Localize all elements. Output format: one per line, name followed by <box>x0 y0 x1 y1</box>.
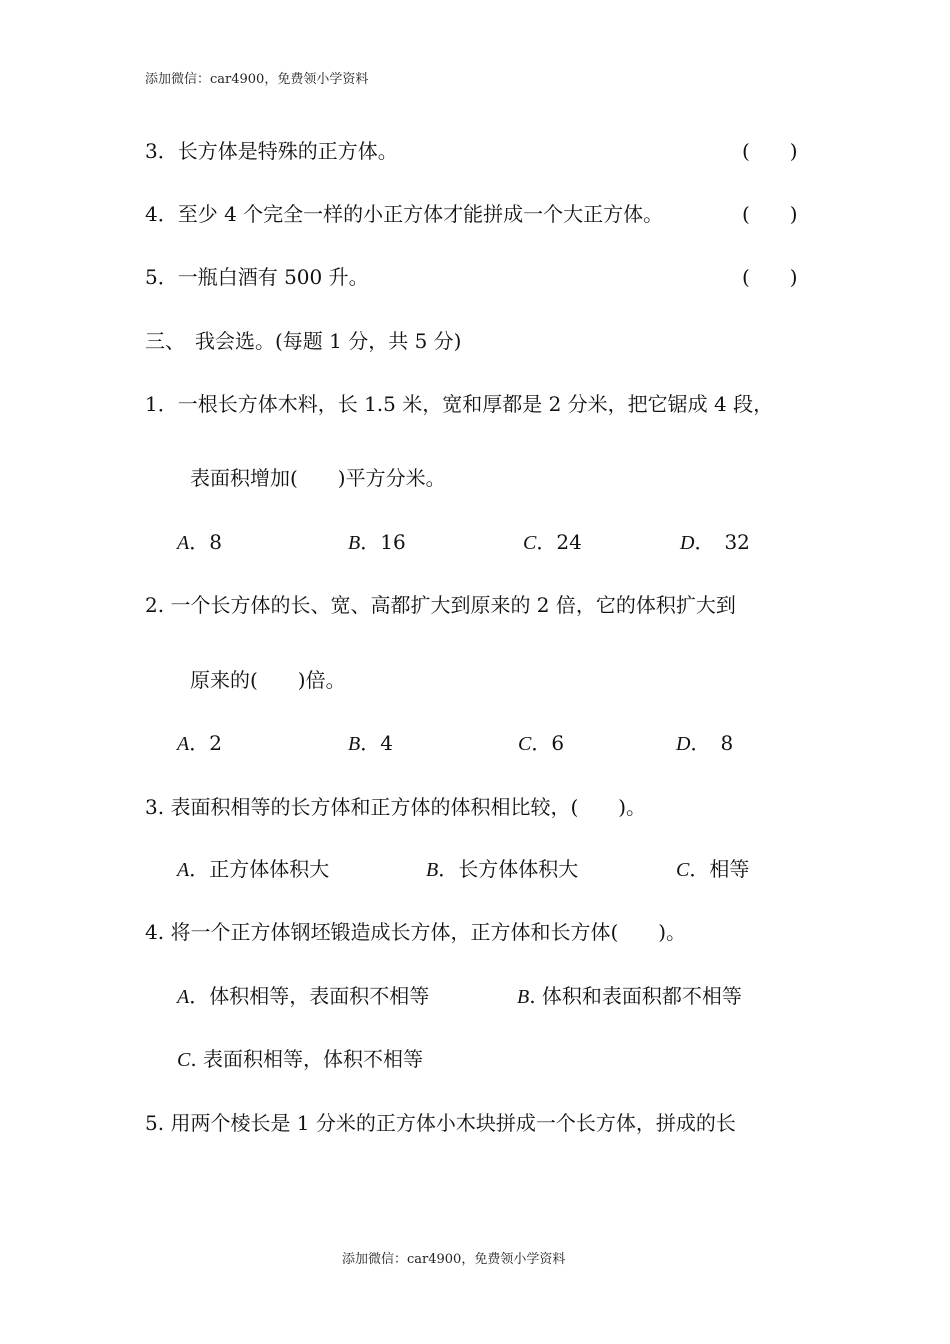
option-letter: A <box>177 986 190 1008</box>
judge-question-5: 5．一瓶白酒有 500 升。 <box>145 265 369 289</box>
q1-option-c[interactable] <box>523 528 582 557</box>
option-text: ． 8 <box>690 731 734 755</box>
page-footer: 添加微信：car4900，免费领小学资料 <box>342 1252 566 1267</box>
choice-question-3: 3. 表面积相等的长方体和正方体的体积相比较，( )。 <box>145 795 647 819</box>
option-text: ．长方体体积大 <box>438 857 579 881</box>
option-letter: B <box>517 986 530 1008</box>
option-text: ．体积相等，表面积不相等 <box>189 984 430 1008</box>
q1-option-a[interactable] <box>177 528 222 557</box>
q2-option-d[interactable] <box>676 729 733 758</box>
option-text: ．正方体体积大 <box>189 857 330 881</box>
judge-question-3: 3．长方体是特殊的正方体。 <box>145 139 398 163</box>
option-letter: D <box>676 733 691 755</box>
q3-option-a[interactable] <box>177 855 329 884</box>
q1-option-d[interactable] <box>680 528 750 557</box>
option-letter: A <box>177 532 190 554</box>
q4-option-b[interactable] <box>517 982 742 1011</box>
judge-answer-blank-5[interactable]: ( ) <box>742 265 798 289</box>
option-letter: C <box>676 859 690 881</box>
option-text: ．4 <box>360 731 393 755</box>
option-letter: C <box>523 532 537 554</box>
q3-option-c[interactable] <box>676 855 749 884</box>
option-text: . 表面积相等，体积不相等 <box>190 1047 424 1071</box>
option-text: ．16 <box>360 530 406 554</box>
option-letter: C <box>177 1049 191 1071</box>
option-letter: D <box>680 532 695 554</box>
choice-question-4: 4. 将一个正方体钢坯锻造成长方体，正方体和长方体( )。 <box>145 920 687 944</box>
option-letter: C <box>518 733 532 755</box>
q4-option-a[interactable] <box>177 982 429 1011</box>
option-text: ．相等 <box>689 857 750 881</box>
option-letter: A <box>177 859 190 881</box>
choice-question-1: 1．一根长方体木料，长 1.5 米，宽和厚都是 2 分米，把它锯成 4 段， <box>145 392 774 416</box>
option-letter: B <box>426 859 439 881</box>
page-header: 添加微信：car4900，免费领小学资料 <box>145 72 369 87</box>
q4-option-c[interactable] <box>177 1045 423 1074</box>
q2-option-b[interactable] <box>348 729 393 758</box>
option-text: . 体积和表面积都不相等 <box>529 984 742 1008</box>
choice-question-2: 2. 一个长方体的长、宽、高都扩大到原来的 2 倍，它的体积扩大到 <box>145 593 736 617</box>
option-text: ．2 <box>189 731 222 755</box>
q2-option-a[interactable] <box>177 729 222 758</box>
option-letter: B <box>348 733 361 755</box>
q1-option-b[interactable] <box>348 528 406 557</box>
judge-question-4: 4．至少 4 个完全一样的小正方体才能拼成一个大正方体。 <box>145 202 664 226</box>
choice-question-1-cont: 表面积增加( )平方分米。 <box>190 466 446 490</box>
option-text: ．24 <box>536 530 582 554</box>
option-letter: B <box>348 532 361 554</box>
section-title-choice: 三、 我会选。(每题 1 分，共 5 分) <box>145 329 462 353</box>
option-letter: A <box>177 733 190 755</box>
judge-answer-blank-4[interactable]: ( ) <box>742 202 798 226</box>
judge-answer-blank-3[interactable]: ( ) <box>742 139 798 163</box>
option-text: ．6 <box>531 731 565 755</box>
q3-option-b[interactable] <box>426 855 578 884</box>
q2-option-c[interactable] <box>518 729 564 758</box>
option-text: ． 32 <box>694 530 750 554</box>
choice-question-5: 5. 用两个棱长是 1 分米的正方体小木块拼成一个长方体，拼成的长 <box>145 1111 736 1135</box>
choice-question-2-cont: 原来的( )倍。 <box>190 668 346 692</box>
option-text: ．8 <box>189 530 222 554</box>
